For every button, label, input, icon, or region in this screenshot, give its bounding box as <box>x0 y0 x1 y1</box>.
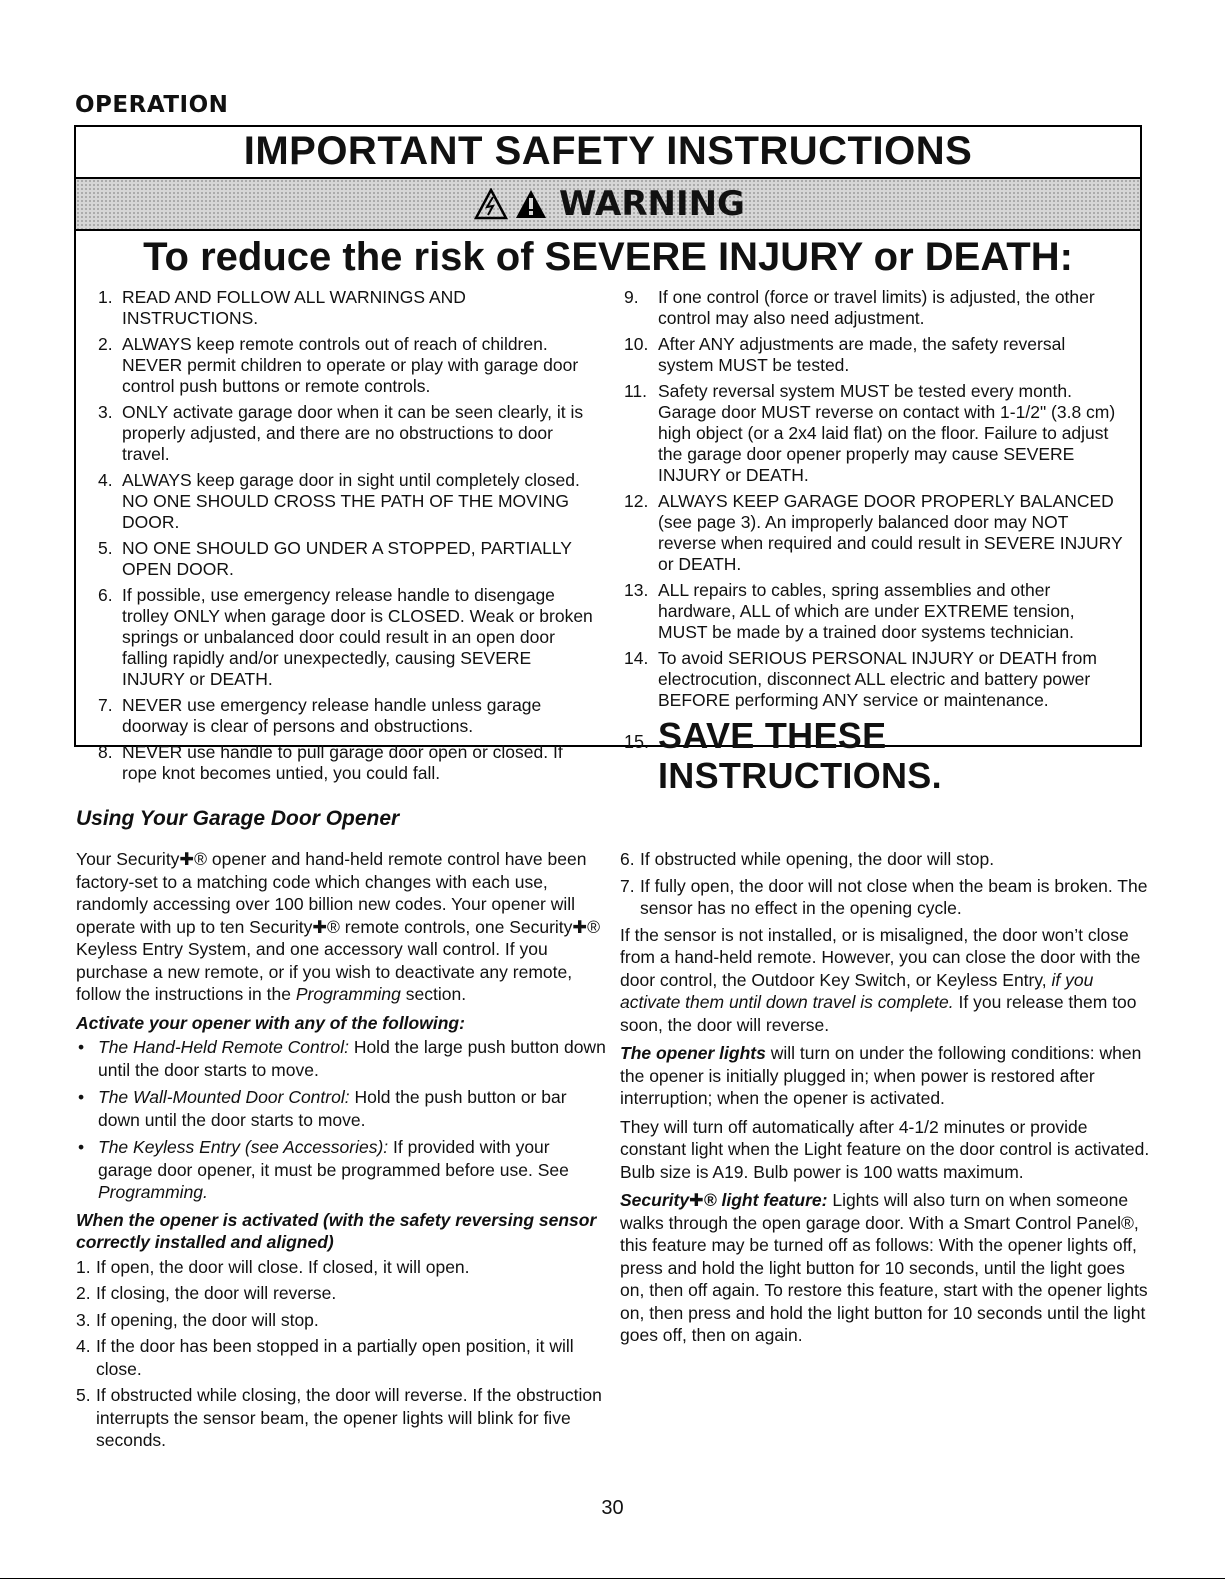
warning-label: WARNING <box>559 184 745 224</box>
safety-list-left <box>98 287 598 789</box>
safety-title: IMPORTANT SAFETY INSTRUCTIONS <box>243 129 973 173</box>
warning-triangle-icon <box>514 188 548 220</box>
list-item: 5. NO ONE SHOULD GO UNDER A STOPPED, PARTIALLY OPEN DOOR. <box>98 538 572 579</box>
list-item: 1. If open, the door will close. If closed, it will open. <box>76 1256 470 1277</box>
list-item: 12. ALWAYS KEEP GARAGE DOOR PROPERLY BALANCED (see page 3). An improperly balanced door may NOT reverse when required and could result in SEVERE INJURY or DEATH. <box>624 491 1123 574</box>
safety-instructions-box <box>74 125 1142 796</box>
section-heading: OPERATION <box>75 92 229 118</box>
list-item: 7. If fully open, the door will not close when the beam is broken. The sensor has no effect in the opening cycle. <box>620 875 1148 918</box>
list-item: 4. If the door has been stopped in a partially open position, it will close. <box>76 1336 574 1379</box>
list-item: 3. ONLY activate garage door when it can be seen clearly, it is properly adjusted, and there are no obstructions to door travel. <box>98 402 584 464</box>
light-feature-paragraph: Security✚® light feature: Lights will also turn on when someone walks through the open garage door. With a Smart Control Panel®, this feature may be turned off as follows: With the opener lights off, press and hold the light button for 10 seconds, until the light goes on, then off again. To restore this feature, start with the opener lights on, then press and hold the light button for 10 seconds until the light goes off, then on again. <box>620 1190 1148 1345</box>
intro-paragraph: Your Security✚® opener and hand-held remote control have been factory-set to a matching code which changes with each use, randomly accessing over 100 billion new codes. Your opener will operate with up to ten Security✚® remote controls, one Security✚® Keyless Entry System, and one accessory wall control. If you purchase a new remote, or if you wish to deactivate any remote, follow the instructions in the Programming section. <box>76 849 600 1004</box>
list-item: 9. If one control (force or travel limits) is adjusted, the other control may also need adjustment. <box>624 287 1095 328</box>
list-item: 6. If obstructed while opening, the door will stop. <box>620 849 995 869</box>
list-item: 13. ALL repairs to cables, spring assemblies and other hardware, ALL of which are under EXTREME tension, MUST be made by a trained door systems technician. <box>624 580 1075 642</box>
list-item: • The Keyless Entry (see Accessories): If provided with your garage door opener, it must be programmed before use. See Programming. <box>78 1137 569 1202</box>
page-number: 30 <box>601 1497 624 1519</box>
lights-paragraph: The opener lights will turn on under the following conditions: when the opener is initially plugged in; when power is restored after interruption; when the opener is activated. <box>620 1043 1142 1108</box>
sensor-note-paragraph: If the sensor is not installed, or is misaligned, the door won’t close from a hand-held remote. However, you can close the door with the door control, the Outdoor Key Switch, or Keyless Entry, if you activate them until down travel is complete. If you release them too soon, the door will reverse. <box>620 924 1141 1035</box>
save-instructions: 15. SAVE THESE INSTRUCTIONS. <box>624 715 942 796</box>
list-item: 2. If closing, the door will reverse. <box>76 1283 337 1303</box>
list-item: 7. NEVER use emergency release handle unless garage doorway is clear of persons and obstructions. <box>98 695 542 736</box>
list-item: 5. If obstructed while closing, the door will reverse. If the obstruction interrupts the sensor beam, the opener lights will blink for five seconds. <box>76 1385 602 1450</box>
activate-heading: Activate your opener with any of the following: <box>76 1012 465 1033</box>
list-item: 14. To avoid SERIOUS PERSONAL INJURY or DEATH from electrocution, disconnect ALL electric and battery power BEFORE performing ANY service or maintenance. <box>624 648 1097 710</box>
using-heading: Using Your Garage Door Opener <box>76 807 400 830</box>
shock-hazard-icon <box>474 188 508 220</box>
warning-bar <box>76 177 1140 231</box>
list-item: 10. After ANY adjustments are made, the safety reversal system MUST be tested. <box>624 334 1066 375</box>
list-item: 1. READ AND FOLLOW ALL WARNINGS AND INSTRUCTIONS. <box>98 287 466 328</box>
list-item: 4. ALWAYS keep garage door in sight until completely closed. NO ONE SHOULD CROSS THE PATH OF THE MOVING DOOR. <box>98 470 580 532</box>
risk-heading: To reduce the risk of SEVERE INJURY or DEATH: <box>143 235 1073 279</box>
list-item: • The Hand-Held Remote Control: Hold the large push button down until the door starts to move. <box>78 1037 606 1080</box>
list-item: 3. If opening, the door will stop. <box>76 1309 319 1330</box>
list-item: • The Wall-Mounted Door Control: Hold the push button or bar down until the door starts to move. <box>78 1087 567 1130</box>
list-item: 11. Safety reversal system MUST be tested every month. Garage door MUST reverse on contact with 1-1/2" (3.8 cm) high object (or a 2x4 laid flat) on the floor. Failure to adjust the garage door opener properly may cause SEVERE INJURY or DEATH. <box>624 381 1116 485</box>
list-item: 6. If possible, use emergency release handle to disengage trolley ONLY when garage door is CLOSED. Weak or broken springs or unbalanced door could result in an open door falling rapidly and/or unexpectedly, causing SEVERE INJURY or DEATH. <box>98 585 593 689</box>
right-column <box>620 848 1150 1353</box>
lights-off-paragraph: They will turn off automatically after 4-1/2 minutes or provide constant light when the Light feature on the door control is activated. Bulb size is A19. Bulb power is 100 watts maximum. <box>620 1116 1150 1182</box>
sensor-heading: When the opener is activated (with the safety reversing sensor correctly installed and aligned) <box>76 1209 597 1252</box>
list-item: 8. NEVER use handle to pull garage door open or closed. If rope knot becomes untied, you could fall. <box>98 742 563 783</box>
list-item: 2. ALWAYS keep remote controls out of reach of children. NEVER permit children to operate or play with garage door control push buttons or remote controls. <box>98 334 579 396</box>
bottom-rule <box>0 1578 1225 1579</box>
safety-list-right <box>624 287 1124 796</box>
left-column <box>76 848 606 1456</box>
